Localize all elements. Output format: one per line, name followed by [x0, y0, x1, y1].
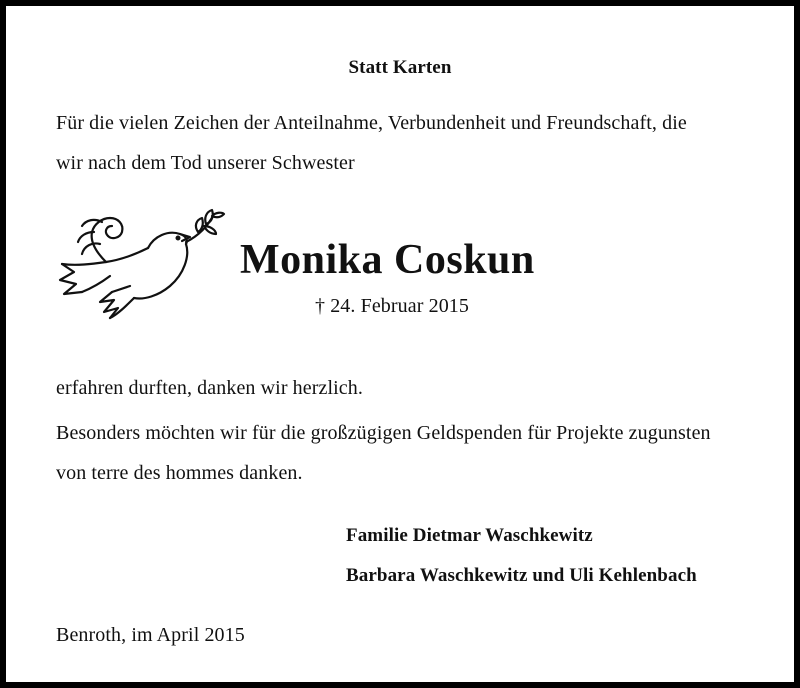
intro-text-line-1: Für die vielen Zeichen der Anteilnahme, Verbundenheit und Freundschaft, die [56, 112, 687, 134]
donation-text-line-1: Besonders möchten wir für die großzügigen Geldspenden für Projekte zugunsten [56, 422, 711, 444]
signature-line-2: Barbara Waschkewitz und Uli Kehlenbach [346, 565, 697, 586]
header-title: Statt Karten [348, 57, 452, 78]
thanks-text: erfahren durften, danken wir herzlich. [56, 377, 363, 399]
donation-text-line-2: von terre des hommes danken. [56, 462, 303, 484]
intro-text-line-2: wir nach dem Tod unserer Schwester [56, 152, 355, 174]
dove-icon [52, 202, 228, 328]
place-and-date: Benroth, im April 2015 [56, 624, 245, 646]
death-date: † 24. Februar 2015 [315, 295, 469, 317]
deceased-name: Monika Coskun [240, 237, 535, 283]
signature-line-1: Familie Dietmar Waschkewitz [346, 525, 593, 546]
